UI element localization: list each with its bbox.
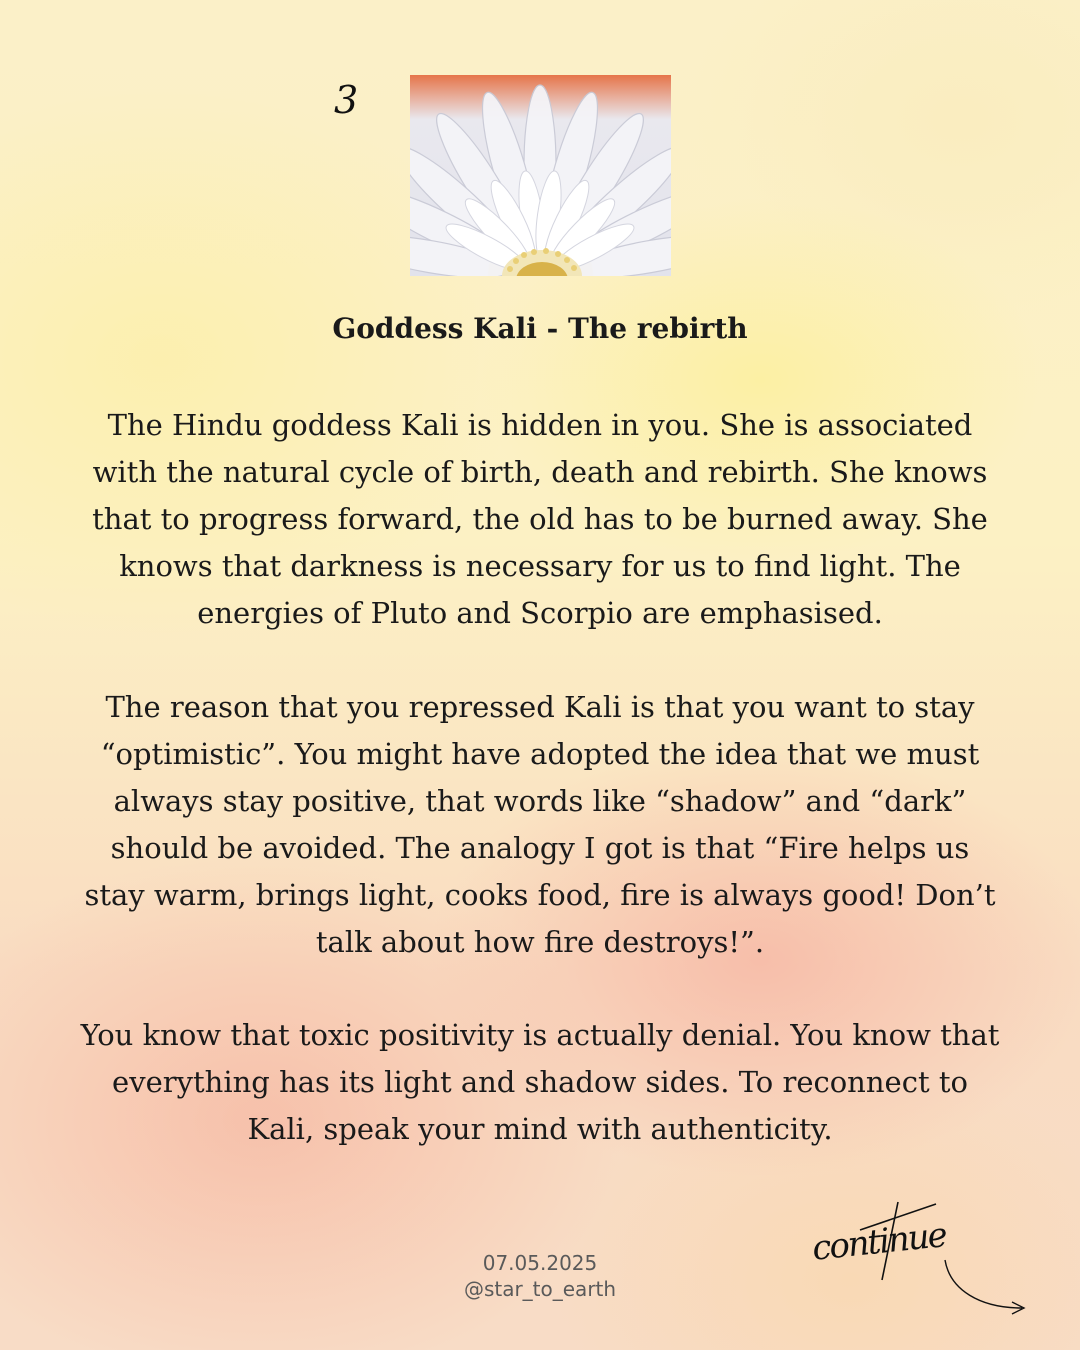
- paragraph-intro: The Hindu goddess Kali is hidden in you. She is associated with the natural cycle of birth, death and rebirth. She knows that to progress forward, the old has to be burned away. She knows that darkness is necessary for us to find light. The energies of Pluto and Scorpio are emphasised.: [92, 408, 988, 630]
- paragraph-repression: The reason that you repressed Kali is that you want to stay “optimistic”. You might have adopted the idea that we must always stay positive, that words like “shadow” and “dark” should be avoided. The analogy I got is that “Fire helps us stay warm, brings light, cooks food, fire is always good! Don’t talk about how fire destroys!”.: [84, 690, 996, 959]
- page-number: 3: [334, 78, 359, 122]
- author-handle: @star_to_earth: [463, 1277, 617, 1301]
- paragraph-reconnect: You know that toxic positivity is actually denial. You know that everything has its light and shadow sides. To reconnect to Kali, speak your mind with authenticity.: [80, 1018, 1000, 1146]
- flower-photo: [410, 75, 671, 276]
- continue-label: continue: [810, 1215, 948, 1269]
- page-title: Goddess Kali - The rebirth: [332, 312, 748, 345]
- arrow-right-icon: [800, 1190, 1040, 1320]
- continue-signature[interactable]: [800, 1190, 1040, 1320]
- post-date: 07.05.2025: [482, 1251, 598, 1275]
- flower-petals-icon: [410, 75, 671, 276]
